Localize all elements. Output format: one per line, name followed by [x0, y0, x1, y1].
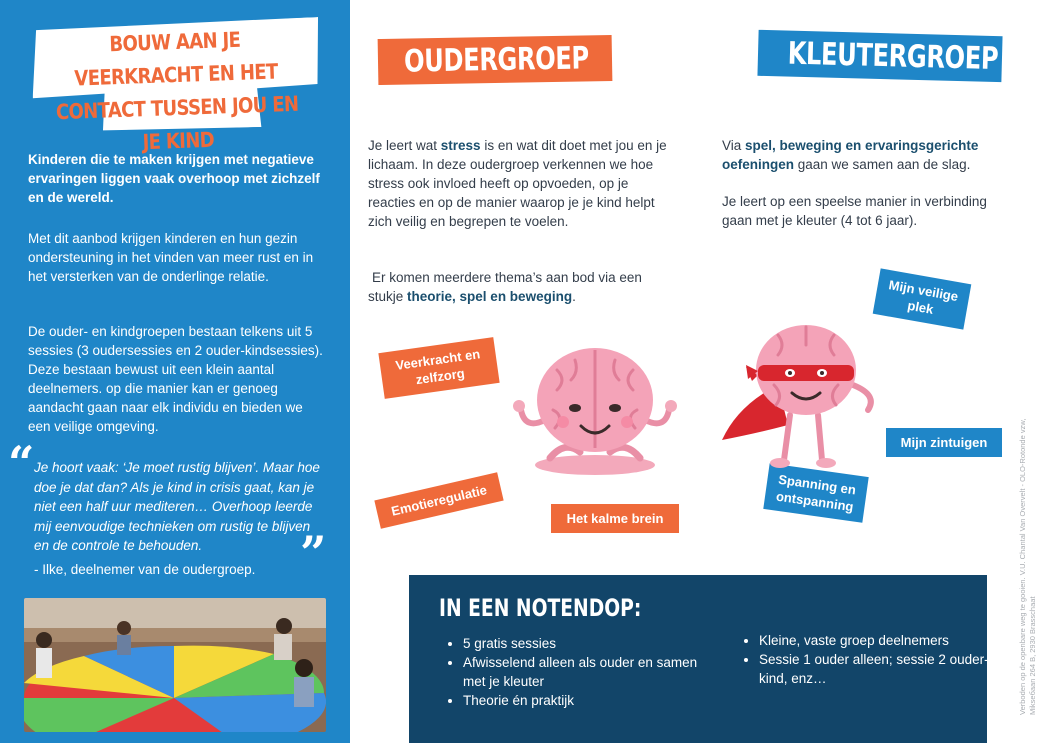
kleutergroep-title: [757, 30, 1002, 82]
headline-banner: [30, 17, 322, 155]
oudergroep-p1-post: is en wat dit doet met jou en je lichaam. In deze oudergroep verkennen we hoe stress ook invloed heeft op opvoeden, op je reacties en op de manier waarop je je kind helpt zich veilig en begrepen te voelen.: [368, 138, 667, 229]
meditating-brain-icon: [505, 340, 685, 480]
tag-veerkracht-zelfzorg: Veerkracht en zelfzorg: [378, 337, 499, 399]
oudergroep-p1-bold: stress: [440, 138, 481, 153]
list-item: • Theorie én praktijk: [463, 691, 711, 710]
notendop-list-left: [447, 634, 711, 710]
quote-open-icon: “: [8, 436, 35, 490]
groups-paragraph: De ouder- en kindgroepen bestaan telkens uit 5 sessies (3 oudersessies en 2 ouder-kindsessies). Deze bestaan bewust uit een klein aantal deelnemers. op die manier kan er genoeg aandacht gaan naar elk individu en bieden we een veilige omgeving.: [28, 324, 323, 434]
superhero-brain-icon: [718, 315, 888, 470]
oudergroep-p2-post: .: [572, 289, 576, 304]
list-item: • 5 gratis sessies: [463, 634, 711, 653]
kleutergroep-paragraph-2: Je leert op een speelse manier in verbinding gaan met je kleuter (4 tot 6 jaar).: [722, 194, 987, 228]
left-panel: [0, 0, 350, 743]
parachute-photo: [24, 598, 326, 732]
list-item: • Kleine, vaste groep deelnemers: [759, 631, 989, 650]
oudergroep-paragraph-1: [368, 136, 668, 231]
kleutergroep-p1-bold: spel, beweging en ervaringsgerichte oefeningen: [722, 138, 979, 172]
oudergroep-paragraph-2: [368, 268, 668, 306]
tag-emotieregulatie: Emotieregulatie: [374, 472, 503, 529]
quote-close-icon: ”: [300, 526, 327, 580]
tag-spanning-ontspanning: Spanning en ontspanning: [763, 463, 868, 522]
oudergroep-title: [378, 35, 613, 85]
notendop-box: [409, 575, 987, 743]
kleutergroep-p1-post: gaan we samen aan de slag.: [794, 157, 971, 172]
publisher-note: Verboden op de openbare weg te gooien. V.U. Chantal Van Overvelt - OLO-Rotonde vzw, Mikseбaan 264 B, 2930 Brasschaat: [1018, 418, 1037, 715]
list-item: • Sessie 1 ouder alleen; sessie 2 ouder-kind, enz…: [759, 650, 989, 688]
kleutergroep-paragraph-1: [722, 136, 1012, 174]
kleutergroep-p1-pre: Via: [722, 138, 746, 153]
tag-veilige-plek: Mijn veilige plek: [873, 268, 972, 329]
tag-zintuigen: Mijn zintuigen: [886, 428, 1002, 457]
intro-paragraph: Met dit aanbod krijgen kinderen en hun gezin ondersteuning in het vinden van meer rust en in het versterken van de onderlinge relatie.: [28, 231, 314, 284]
oudergroep-p2-bold: theorie, spel en beweging: [407, 289, 573, 304]
notendop-list-right: [743, 631, 989, 688]
notendop-title: IN EEN NOTENDOP:: [439, 594, 642, 622]
oudergroep-p1-pre: Je leert wat: [368, 138, 441, 153]
quote-author: - Ilke, deelnemer van de oudergroep.: [34, 562, 256, 577]
oudergroep-title-text: OUDERGROEP: [403, 40, 590, 80]
tag-kalme-brein: Het kalme brein: [551, 504, 679, 533]
oudergroep-p2-pre: Er komen meerdere thema’s aan bod via een stukje: [368, 270, 642, 304]
list-item: • Afwisselend alleen als ouder en samen met je kleuter: [463, 653, 711, 691]
lead-paragraph: Kinderen die te maken krijgen met negatieve ervaringen liggen vaak overhoop met zichzelf en de wereld.: [28, 152, 320, 205]
headline: BOUW AAN JE VEERKRACHT EN HET CONTACT TUSSEN JOU EN JE KIND: [55, 27, 299, 155]
kleutergroep-title-text: KLEUTERGROEP: [787, 35, 999, 78]
testimonial-quote: Je hoort vaak: ‘Je moet rustig blijven’. Maar hoe doe je dat dan? Als je kind in crisis gaat, kan je niet een half uur mediteren… Overhoop leerde mij eenvoudige technieken om rustig te blijven en de controle te behouden.: [34, 460, 320, 553]
